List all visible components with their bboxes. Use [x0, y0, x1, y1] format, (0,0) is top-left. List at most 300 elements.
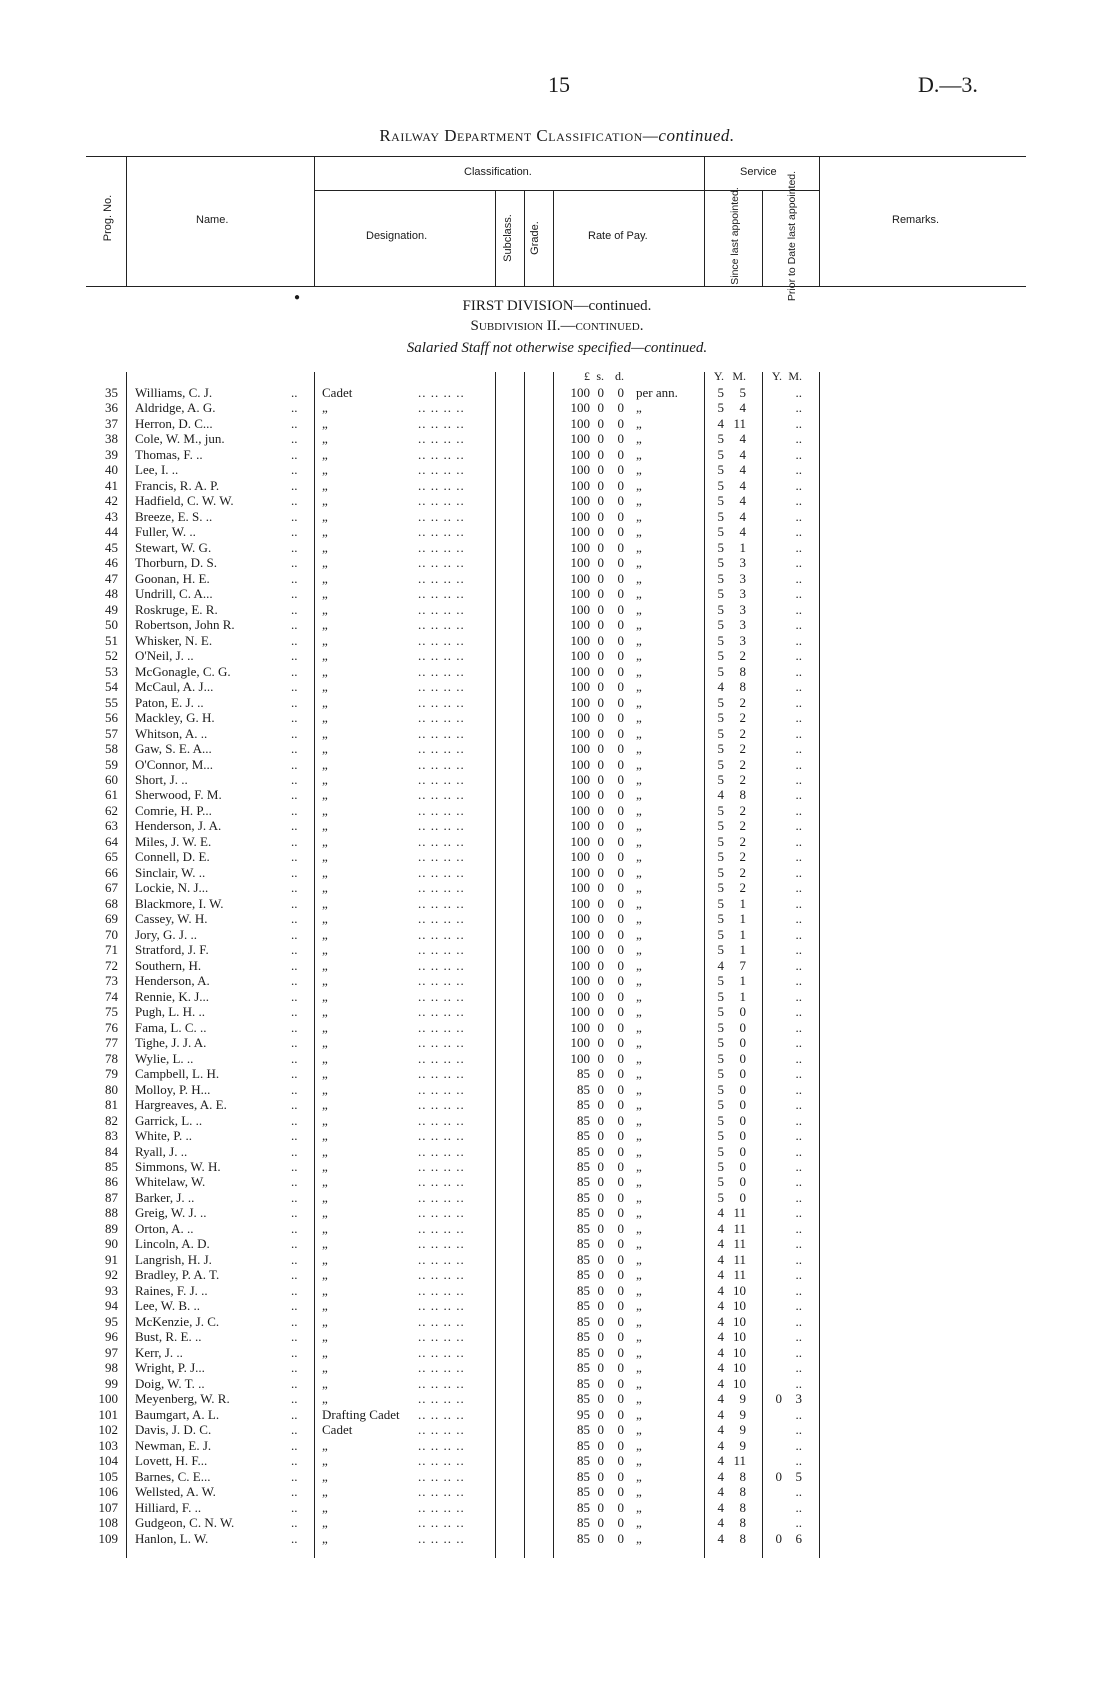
- service-months: 11: [733, 415, 746, 431]
- designation: „: [322, 833, 328, 849]
- staff-name: Henderson, J. A.: [135, 818, 222, 834]
- leader-dots: ..: [291, 1360, 298, 1376]
- pay-period: „: [636, 1174, 642, 1190]
- bullet-mark: ●: [294, 292, 301, 303]
- leader-dots: ..: [291, 400, 298, 416]
- row-number: 53: [105, 663, 118, 679]
- pay-period: „: [636, 415, 642, 431]
- designation: „: [322, 802, 328, 818]
- pay-shillings: 0: [597, 849, 604, 865]
- pay-shillings: 0: [597, 632, 604, 648]
- leader-dots: .. .. .. ..: [418, 617, 465, 633]
- pay-pounds: 100: [570, 818, 590, 834]
- staff-name: McGonagle, C. G.: [135, 663, 231, 679]
- pay-period: „: [636, 1251, 642, 1267]
- pay-shillings: 0: [597, 864, 604, 880]
- service-years: 4: [717, 1220, 724, 1236]
- leader-dots: .. .. .. ..: [418, 694, 465, 710]
- pay-pounds: 85: [577, 1236, 590, 1252]
- pay-pounds: 100: [570, 802, 590, 818]
- service-years: 4: [717, 1499, 724, 1515]
- designation: „: [322, 679, 328, 695]
- table-row: [0, 896, 1114, 912]
- service-years: 5: [717, 555, 724, 571]
- service-years: 5: [717, 601, 724, 617]
- pay-pounds: 100: [570, 555, 590, 571]
- pay-period: „: [636, 1515, 642, 1531]
- pay-pounds: 85: [577, 1251, 590, 1267]
- service-months: 8: [739, 663, 746, 679]
- staff-name: Hadfield, C. W. W.: [135, 493, 234, 509]
- pay-shillings: 0: [597, 1205, 604, 1221]
- pay-period: „: [636, 648, 642, 664]
- row-number: 44: [105, 524, 118, 540]
- pay-pence: 0: [617, 1205, 624, 1221]
- designation: „: [322, 446, 328, 462]
- staff-name: Southern, H.: [135, 957, 202, 973]
- leader-dots: .. .. .. ..: [418, 1205, 465, 1221]
- table-row: [0, 586, 1114, 602]
- pay-shillings: 0: [597, 802, 604, 818]
- row-number: 72: [105, 957, 118, 973]
- division-heading: FIRST DIVISION—continued.: [462, 298, 652, 314]
- service-years: 5: [717, 802, 724, 818]
- service-years: 4: [717, 1298, 724, 1314]
- staff-name: Gudgeon, C. N. W.: [135, 1515, 235, 1531]
- staff-name: Tighe, J. J. A.: [135, 1035, 207, 1051]
- leader-dots: .. .. .. ..: [418, 1406, 465, 1422]
- service-months: 0: [739, 1128, 746, 1144]
- service-years: 4: [717, 1344, 724, 1360]
- service-years: 5: [717, 725, 724, 741]
- pay-shillings: 0: [597, 539, 604, 555]
- service-years: 5: [717, 446, 724, 462]
- pay-pence: 0: [617, 431, 624, 447]
- row-number: 54: [105, 679, 118, 695]
- prior-months: ..: [795, 833, 802, 849]
- prior-months: ..: [795, 1220, 802, 1236]
- leader-dots: .. .. .. ..: [418, 787, 465, 803]
- staff-name: Connell, D. E.: [135, 849, 210, 865]
- service-months: 11: [733, 1205, 746, 1221]
- page-title: [0, 126, 1114, 146]
- row-number: 38: [105, 431, 118, 447]
- designation: „: [322, 772, 328, 787]
- table-row: [0, 664, 1114, 680]
- prior-months: ..: [795, 1515, 802, 1531]
- table-row: [0, 1004, 1114, 1020]
- designation: „: [322, 1035, 328, 1051]
- row-number: 109: [98, 1530, 118, 1546]
- leader-dots: ..: [291, 725, 298, 741]
- leader-dots: ..: [291, 988, 298, 1004]
- table-row: [0, 478, 1114, 494]
- pay-period: „: [636, 1267, 642, 1283]
- header-classification: Classification.: [464, 166, 532, 178]
- leader-dots: ..: [291, 1205, 298, 1221]
- designation: „: [322, 988, 328, 1004]
- table-row: [0, 648, 1114, 664]
- table-row: [0, 1469, 1114, 1485]
- staff-name: Molloy, P. H...: [135, 1081, 211, 1097]
- pay-pence: 0: [617, 1406, 624, 1422]
- table-row: [0, 787, 1114, 803]
- pay-period: „: [636, 1066, 642, 1082]
- pay-pence: 0: [617, 508, 624, 524]
- pay-pence: 0: [617, 864, 624, 880]
- staff-name: McKenzie, J. C.: [135, 1313, 220, 1329]
- leader-dots: .. .. .. ..: [418, 772, 465, 787]
- service-months: 4: [739, 431, 746, 447]
- leader-dots: .. .. .. ..: [418, 1066, 465, 1082]
- pay-period: „: [636, 1097, 642, 1113]
- pay-period: „: [636, 1189, 642, 1205]
- staff-name: Pugh, L. H. ..: [135, 1004, 206, 1020]
- pay-period: „: [636, 1112, 642, 1128]
- service-years: 5: [717, 586, 724, 602]
- pay-pence: 0: [617, 1081, 624, 1097]
- row-number: 37: [105, 415, 118, 431]
- pay-pence: 0: [617, 1066, 624, 1082]
- leader-dots: .. .. .. ..: [418, 833, 465, 849]
- service-months: 10: [733, 1344, 746, 1360]
- leader-dots: ..: [291, 1515, 298, 1531]
- table-row: [0, 1174, 1114, 1190]
- leader-dots: .. .. .. ..: [418, 911, 465, 927]
- pay-shillings: 0: [597, 1375, 604, 1391]
- leader-dots: ..: [291, 957, 298, 973]
- staff-name: O'Connor, M...: [135, 756, 214, 772]
- service-months: 10: [733, 1375, 746, 1391]
- service-years: 4: [717, 1484, 724, 1500]
- leader-dots: ..: [291, 555, 298, 571]
- leader-dots: ..: [291, 880, 298, 896]
- designation: „: [322, 849, 328, 865]
- pay-pounds: 100: [570, 911, 590, 927]
- leader-dots: ..: [291, 570, 298, 586]
- leader-dots: ..: [291, 663, 298, 679]
- pay-pounds: 95: [577, 1406, 590, 1422]
- leader-dots: .. .. .. ..: [418, 385, 465, 400]
- service-months: 2: [739, 741, 746, 757]
- leader-dots: ..: [291, 1437, 298, 1453]
- service-years: 4: [717, 1251, 724, 1267]
- pay-pounds: 100: [570, 694, 590, 710]
- leader-dots: ..: [291, 431, 298, 447]
- service-years: 5: [717, 942, 724, 958]
- pay-period: „: [636, 1282, 642, 1298]
- service-months: 1: [739, 942, 746, 958]
- staff-name: Robertson, John R.: [135, 617, 235, 633]
- designation: „: [322, 462, 328, 478]
- pay-shillings: 0: [597, 1422, 604, 1438]
- row-number: 98: [105, 1360, 118, 1376]
- table-row: [0, 849, 1114, 865]
- header-top-rule: [86, 156, 1026, 157]
- prior-months: ..: [795, 1066, 802, 1082]
- pay-shillings: 0: [597, 1406, 604, 1422]
- service-years: 5: [717, 694, 724, 710]
- leader-dots: ..: [291, 864, 298, 880]
- prior-months: ..: [795, 1484, 802, 1500]
- service-months: 0: [739, 1050, 746, 1066]
- pay-pounds: 100: [570, 446, 590, 462]
- pay-pounds: 85: [577, 1143, 590, 1159]
- header-grade: Grade.: [529, 221, 541, 255]
- service-years: 5: [717, 1143, 724, 1159]
- prior-months: ..: [795, 477, 802, 493]
- staff-name: Hilliard, F. ..: [135, 1499, 202, 1515]
- pay-pounds: 100: [570, 400, 590, 416]
- prior-months: ..: [795, 1205, 802, 1221]
- leader-dots: .. .. .. ..: [418, 1112, 465, 1128]
- pay-pounds: 100: [570, 756, 590, 772]
- row-number: 89: [105, 1220, 118, 1236]
- service-months: 2: [739, 880, 746, 896]
- pay-pounds: 100: [570, 988, 590, 1004]
- pay-period: „: [636, 1360, 642, 1376]
- row-number: 65: [105, 849, 118, 865]
- prior-months: ..: [795, 849, 802, 865]
- service-months: 0: [739, 1019, 746, 1035]
- prior-months: ..: [795, 400, 802, 416]
- pay-shillings: 0: [597, 973, 604, 989]
- table-row: [0, 1128, 1114, 1144]
- leader-dots: ..: [291, 1468, 298, 1484]
- designation: „: [322, 570, 328, 586]
- row-number: 41: [105, 477, 118, 493]
- pay-pounds: 100: [570, 1019, 590, 1035]
- table-row: [0, 772, 1114, 788]
- pay-period: „: [636, 772, 642, 787]
- leader-dots: .. .. .. ..: [418, 973, 465, 989]
- pay-period: „: [636, 1499, 642, 1515]
- row-number: 79: [105, 1066, 118, 1082]
- service-years: 5: [717, 1174, 724, 1190]
- designation: „: [322, 864, 328, 880]
- service-years: 5: [717, 1035, 724, 1051]
- pay-shillings: 0: [597, 1251, 604, 1267]
- prior-months: ..: [795, 431, 802, 447]
- prior-months: ..: [795, 1329, 802, 1345]
- service-years: 5: [717, 895, 724, 911]
- pay-pounds: 100: [570, 957, 590, 973]
- pay-shillings: 0: [597, 772, 604, 787]
- designation: „: [322, 1205, 328, 1221]
- leader-dots: ..: [291, 1004, 298, 1020]
- pay-shillings: 0: [597, 833, 604, 849]
- table-row: [0, 834, 1114, 850]
- service-months: 4: [739, 493, 746, 509]
- pay-pence: 0: [617, 555, 624, 571]
- pay-period: „: [636, 1313, 642, 1329]
- pay-period: „: [636, 1236, 642, 1252]
- pay-pence: 0: [617, 1019, 624, 1035]
- table-row: [0, 1205, 1114, 1221]
- designation: „: [322, 493, 328, 509]
- service-years: 5: [717, 772, 724, 787]
- staff-name: Breeze, E. S. ..: [135, 508, 213, 524]
- prior-months: 5: [795, 1468, 802, 1484]
- pay-pence: 0: [617, 1391, 624, 1407]
- designation: „: [322, 508, 328, 524]
- staff-name: McCaul, A. J...: [135, 679, 214, 695]
- pay-shillings: 0: [597, 1097, 604, 1113]
- service-months: 8: [739, 1468, 746, 1484]
- staff-name: Gaw, S. E. A...: [135, 741, 212, 757]
- pay-pence: 0: [617, 926, 624, 942]
- leader-dots: .. .. .. ..: [418, 1530, 465, 1546]
- staff-name: White, P. ..: [135, 1128, 193, 1144]
- leader-dots: ..: [291, 1422, 298, 1438]
- staff-name: Barnes, C. E...: [135, 1468, 211, 1484]
- staff-name: Williams, C. J.: [135, 385, 213, 400]
- pay-pence: 0: [617, 694, 624, 710]
- pay-pence: 0: [617, 617, 624, 633]
- leader-dots: .. .. .. ..: [418, 1329, 465, 1345]
- pay-period: „: [636, 617, 642, 633]
- designation: „: [322, 787, 328, 803]
- service-months: 0: [739, 1004, 746, 1020]
- service-years: 5: [717, 1050, 724, 1066]
- row-number: 58: [105, 741, 118, 757]
- row-number: 43: [105, 508, 118, 524]
- service-years: 4: [717, 787, 724, 803]
- pay-shillings: 0: [597, 1344, 604, 1360]
- staff-name: Miles, J. W. E.: [135, 833, 212, 849]
- service-years: 5: [717, 570, 724, 586]
- staff-name: Cassey, W. H.: [135, 911, 208, 927]
- pay-pence: 0: [617, 1468, 624, 1484]
- service-months: 0: [739, 1066, 746, 1082]
- table-row: [0, 741, 1114, 757]
- prior-months: ..: [795, 385, 802, 400]
- leader-dots: ..: [291, 1143, 298, 1159]
- leader-dots: .. .. .. ..: [418, 1081, 465, 1097]
- designation: „: [322, 1437, 328, 1453]
- leader-dots: .. .. .. ..: [418, 648, 465, 664]
- leader-dots: ..: [291, 1019, 298, 1035]
- leader-dots: .. .. .. ..: [418, 1313, 465, 1329]
- pay-period: „: [636, 1329, 642, 1345]
- pay-pounds: 85: [577, 1375, 590, 1391]
- leader-dots: ..: [291, 1066, 298, 1082]
- service-months: 3: [739, 617, 746, 633]
- pay-pounds: 85: [577, 1515, 590, 1531]
- designation: „: [322, 741, 328, 757]
- service-years: 4: [717, 1530, 724, 1546]
- prior-months: ..: [795, 756, 802, 772]
- leader-dots: .. .. .. ..: [418, 632, 465, 648]
- table-row: [0, 1345, 1114, 1361]
- pay-shillings: 0: [597, 1453, 604, 1469]
- pay-pounds: 85: [577, 1189, 590, 1205]
- pay-shillings: 0: [597, 818, 604, 834]
- leader-dots: .. .. .. ..: [418, 415, 465, 431]
- prior-months: ..: [795, 555, 802, 571]
- prior-months: ..: [795, 648, 802, 664]
- leader-dots: ..: [291, 1097, 298, 1113]
- leader-dots: .. .. .. ..: [418, 864, 465, 880]
- pay-pence: 0: [617, 942, 624, 958]
- service-years: 5: [717, 1159, 724, 1174]
- row-number: 50: [105, 617, 118, 633]
- table-row: [0, 431, 1114, 447]
- row-number: 51: [105, 632, 118, 648]
- prior-months: ..: [795, 1251, 802, 1267]
- pay-pounds: 85: [577, 1313, 590, 1329]
- pay-shillings: 0: [597, 1530, 604, 1546]
- pay-pence: 0: [617, 1128, 624, 1144]
- service-years: 5: [717, 663, 724, 679]
- leader-dots: ..: [291, 1189, 298, 1205]
- row-number: 49: [105, 601, 118, 617]
- pay-pounds: 100: [570, 787, 590, 803]
- pay-pence: 0: [617, 1143, 624, 1159]
- service-months: 2: [739, 864, 746, 880]
- designation: „: [322, 725, 328, 741]
- leader-dots: ..: [291, 694, 298, 710]
- table-row: [0, 385, 1114, 401]
- pay-pounds: 100: [570, 864, 590, 880]
- pay-shillings: 0: [597, 679, 604, 695]
- pay-period: „: [636, 586, 642, 602]
- pay-period: „: [636, 818, 642, 834]
- row-number: 81: [105, 1097, 118, 1113]
- designation: „: [322, 1313, 328, 1329]
- leader-dots: ..: [291, 1035, 298, 1051]
- pay-period: „: [636, 1298, 642, 1314]
- table-row: [0, 1360, 1114, 1376]
- service-months: 11: [733, 1453, 746, 1469]
- prior-months: ..: [795, 895, 802, 911]
- designation: „: [322, 1468, 328, 1484]
- staff-name: Lee, I. ..: [135, 462, 179, 478]
- pay-pence: 0: [617, 1344, 624, 1360]
- pay-pence: 0: [617, 1236, 624, 1252]
- row-number: 64: [105, 833, 118, 849]
- pay-shillings: 0: [597, 911, 604, 927]
- staff-name: Herron, D. C...: [135, 415, 213, 431]
- designation: „: [322, 1236, 328, 1252]
- prior-months: ..: [795, 787, 802, 803]
- pay-period: „: [636, 1128, 642, 1144]
- pay-pounds: 100: [570, 570, 590, 586]
- pay-pounds: 100: [570, 385, 590, 400]
- prior-months: ..: [795, 1112, 802, 1128]
- pay-shillings: 0: [597, 477, 604, 493]
- leader-dots: .. .. .. ..: [418, 1298, 465, 1314]
- table-row: [0, 1159, 1114, 1175]
- prior-months: ..: [795, 586, 802, 602]
- service-years: 5: [717, 818, 724, 834]
- pay-pounds: 100: [570, 415, 590, 431]
- pay-pounds: 85: [577, 1499, 590, 1515]
- pay-pounds: 85: [577, 1329, 590, 1345]
- designation: „: [322, 1050, 328, 1066]
- pay-pounds: 85: [577, 1344, 590, 1360]
- designation: „: [322, 1174, 328, 1190]
- pay-period: „: [636, 1391, 642, 1407]
- prior-months: ..: [795, 988, 802, 1004]
- service-years: 5: [717, 617, 724, 633]
- prior-months: ..: [795, 1499, 802, 1515]
- designation: Cadet: [322, 1422, 353, 1438]
- pay-period: „: [636, 555, 642, 571]
- row-number: 57: [105, 725, 118, 741]
- pay-shillings: 0: [597, 1313, 604, 1329]
- pay-shillings: 0: [597, 710, 604, 726]
